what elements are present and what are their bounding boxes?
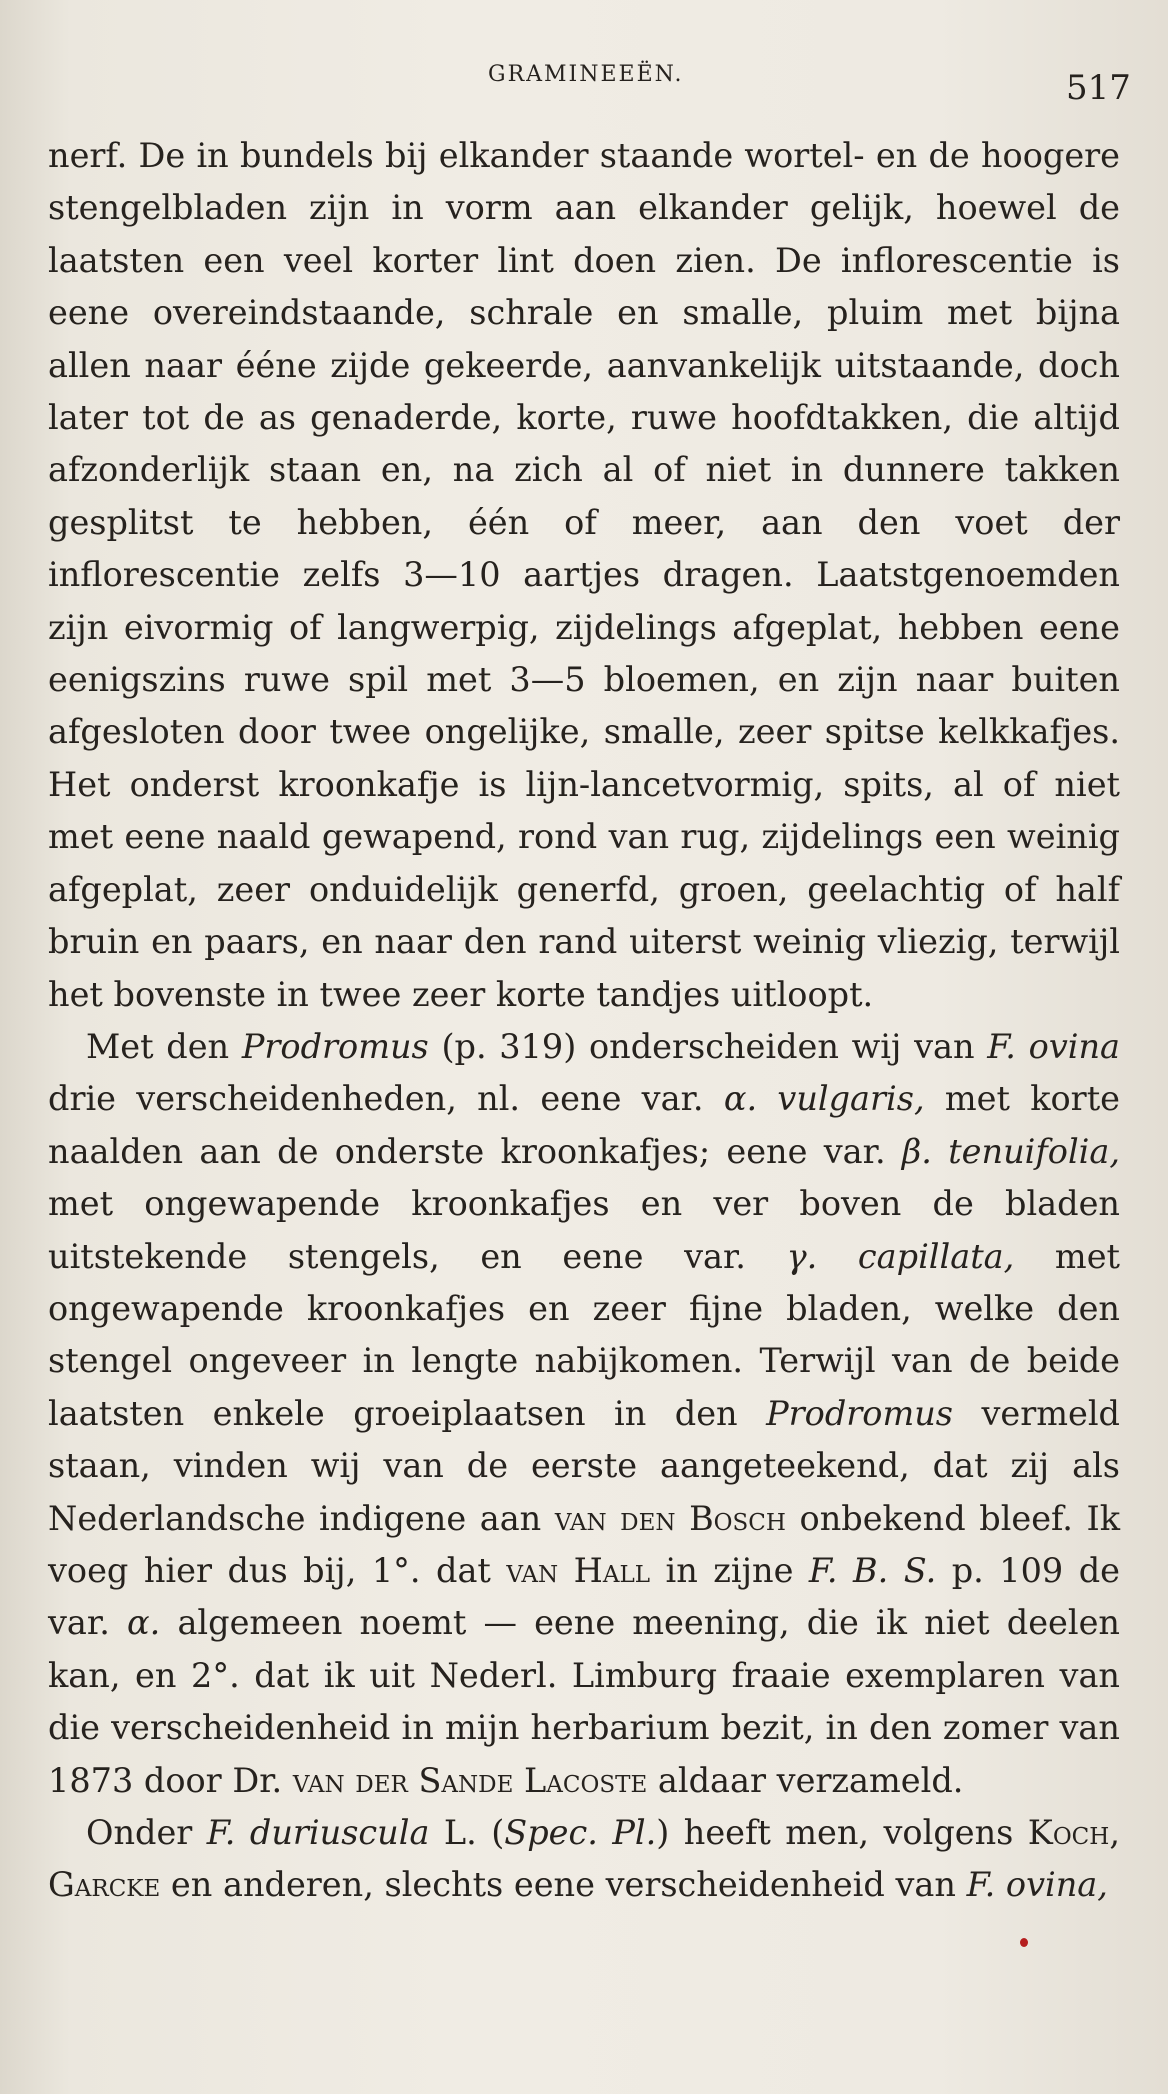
page-number: 517 xyxy=(1066,68,1131,108)
text-run: en anderen, slechts eene verscheidenheid van xyxy=(170,1865,956,1905)
text-run: drie verscheidenheden, nl. eene var. xyxy=(48,1079,704,1119)
variety-name: γ. capillata, xyxy=(786,1236,1015,1276)
variety-name: α. vulgaris, xyxy=(723,1079,925,1119)
author-name: van den Bosch xyxy=(554,1498,786,1538)
author-name: Garcke xyxy=(48,1865,161,1905)
text-run: vermeld staan, vinden wij van de eerste aangeteekend, dat zij als Nederlandsche indigene aan xyxy=(48,1393,1120,1538)
paragraph-duriuscula xyxy=(48,1807,1120,1912)
text-run: in zijne xyxy=(665,1550,794,1590)
text-run: Onder xyxy=(86,1813,193,1852)
species-name: F. ovina, xyxy=(966,1865,1108,1905)
author-name: van der Sande Lacoste xyxy=(292,1760,648,1800)
text-run: onbekend bleef. Ik voeg hier dus bij, 1°. dat xyxy=(48,1498,1121,1590)
work-title: F. B. S. xyxy=(808,1550,937,1590)
paragraph-varieties xyxy=(48,1021,1120,1807)
text-run: aldaar verzameld. xyxy=(657,1760,964,1800)
body-text xyxy=(48,130,1120,1912)
text-run: met ongewapende kroonkafjes en zeer fijne bladen, welke den stengel ongeveer in lengte nabijkomen. Terwijl van de beide laatsten enkele groeiplaatsen in den xyxy=(48,1236,1120,1433)
text-run: L. ( xyxy=(443,1813,505,1852)
text-run: p. 109 de var. xyxy=(48,1550,1120,1643)
species-name: F. ovina xyxy=(987,1026,1121,1066)
text-run: met korte naalden aan de onderste kroonkafjes; eene var. xyxy=(48,1079,1120,1171)
text-run: algemeen noemt — eene meening, die ik niet deelen kan, en 2°. dat ik uit Nederl. Limburg fraaie exemplaren van die verscheidenheid in mijn herbarium bezit, in den zomer van 1873 door Dr. xyxy=(48,1603,1120,1800)
text-run: Met den xyxy=(86,1026,230,1066)
text-run: (p. 319) onderscheiden wij van xyxy=(441,1026,975,1066)
red-ink-dot xyxy=(1020,1938,1028,1947)
work-title: Prodromus xyxy=(241,1026,429,1066)
running-title: GRAMINEEËN. xyxy=(488,62,684,87)
work-title: Prodromus xyxy=(766,1393,953,1433)
text-run: met ongewapende kroonkafjes en ver boven de bladen uitstekende stengels, en eene var. xyxy=(48,1184,1120,1276)
author-name: Koch, xyxy=(1027,1813,1120,1852)
author-name: van Hall xyxy=(506,1550,651,1590)
text-run: ) heeft men, volgens xyxy=(656,1813,1014,1852)
variety-name: β. tenuifolia, xyxy=(901,1131,1120,1171)
work-title: Spec. Pl. xyxy=(504,1813,657,1852)
variety-name: α. xyxy=(127,1603,161,1643)
paragraph-description: nerf. De in bundels bij elkander staande wortel- en de hoogere stengelbladen zijn in vorm aan elkander gelijk, hoewel de laatsten een veel korter lint doen zien. De inflorescentie is eene overeindstaande, schrale en smalle, pluim met bijna allen naar ééne zijde gekeerde, aanvankelijk uitstaande, doch later tot de as genaderde, korte, ruwe hoofdtakken, die altijd afzonderlijk staan en, na zich al of niet in dunnere takken gesplitst te hebben, één of meer, aan den voet der inflorescentie zelfs 3—10 aartjes dragen. Laatstgenoemden zijn eivormig of langwerpig, zijdelings afgeplat, hebben eene eenigszins ruwe spil met 3—5 bloemen, en zijn naar buiten afgesloten door twee ongelijke, smalle, zeer spitse kelkkafjes. Het onderst kroonkafje is lijn-lancetvormig, spits, al of niet met eene naald gewapend, rond van rug, zijdelings een weinig afgeplat, zeer onduidelijk generfd, groen, geelachtig of half bruin en paars, en naar den rand uiterst weinig vliezig, terwijl het bovenste in twee zeer korte tandjes uitloopt. xyxy=(48,136,1120,1014)
species-name: F. duriuscula xyxy=(206,1813,430,1852)
